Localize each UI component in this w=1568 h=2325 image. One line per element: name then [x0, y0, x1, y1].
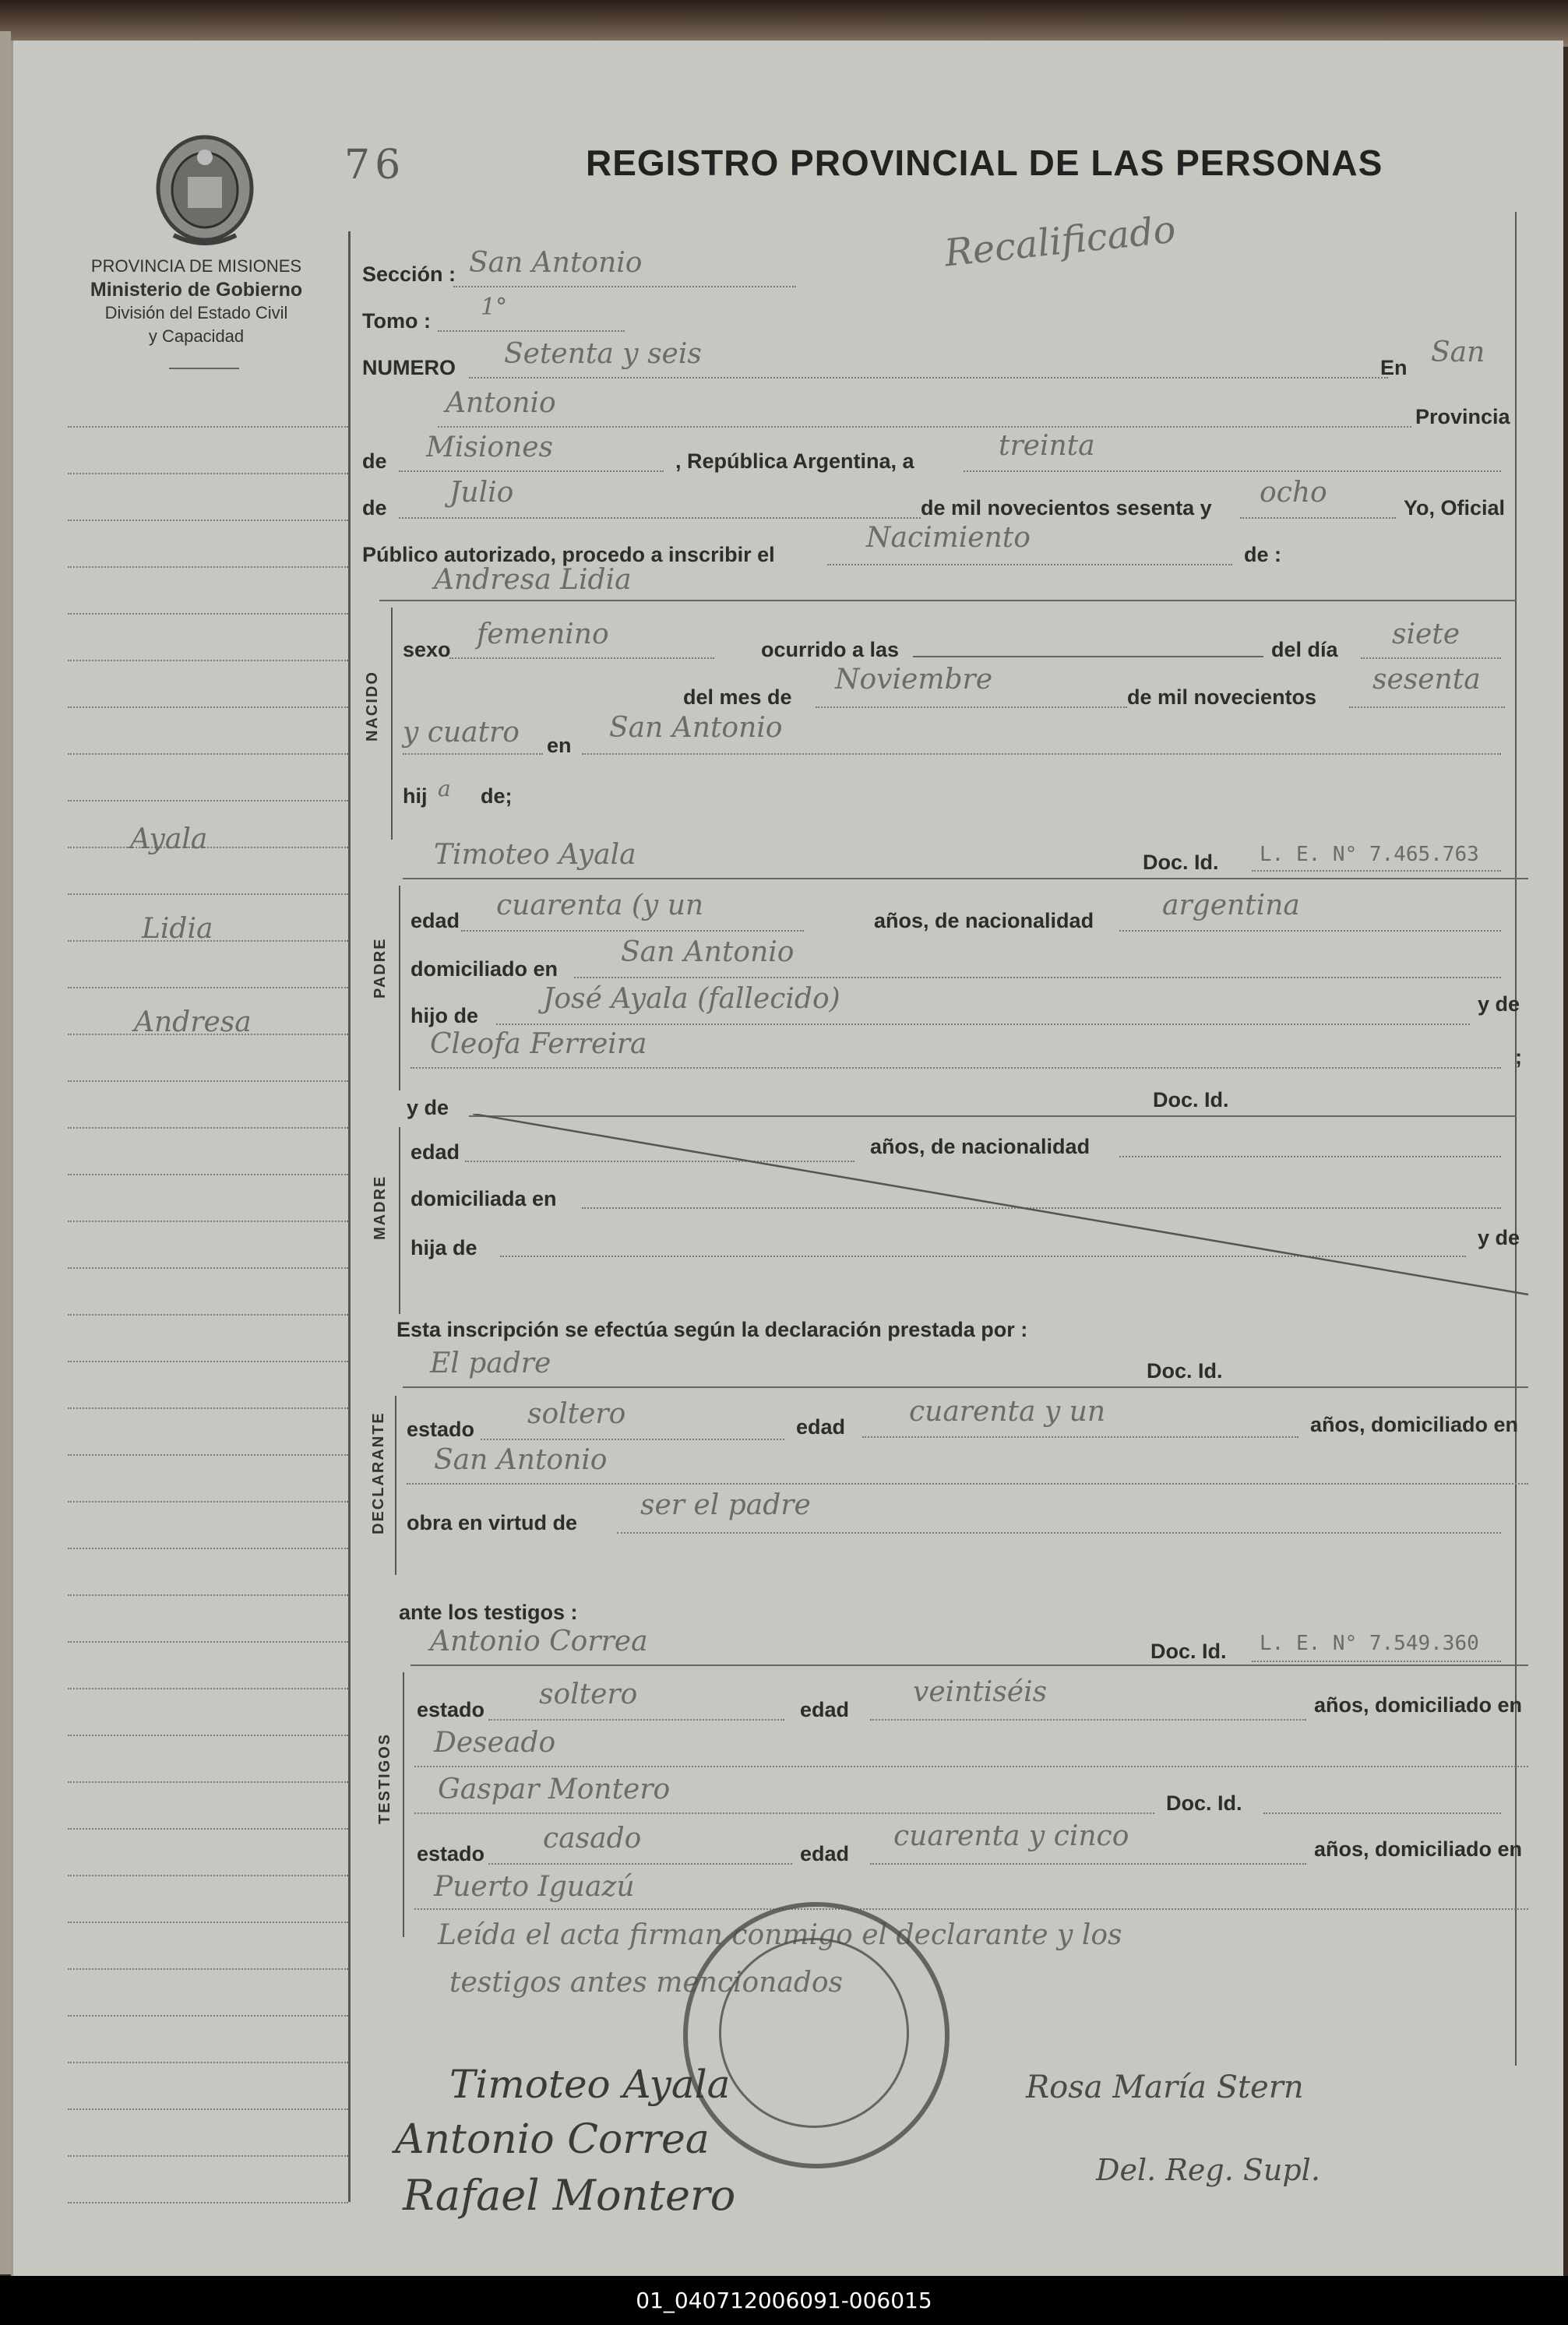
- declarante-edad-label: edad: [796, 1415, 846, 1439]
- testigos-section-label: TESTIGOS: [376, 1732, 393, 1824]
- numero-line: [469, 377, 1388, 379]
- padre-nombre-value: Timoteo Ayala: [434, 839, 636, 871]
- hijo-suffix: a: [438, 776, 451, 801]
- testigo1-nombre-line: [410, 1664, 1528, 1666]
- signature-correa: Antonio Correa: [395, 2116, 710, 2163]
- provincia-label: Provincia: [1415, 405, 1510, 428]
- publico-label: Público autorizado, procedo a inscribir el: [362, 543, 775, 566]
- closing-line-2: testigos antes mencionados: [449, 1967, 844, 1999]
- padre-hijo-de-line: [496, 1023, 1470, 1025]
- de-colon-label: de :: [1244, 543, 1282, 566]
- anio-nac-line: [1349, 706, 1505, 708]
- declarante-estado-value: soltero: [527, 1398, 626, 1430]
- testigos-intro: ante los testigos :: [399, 1601, 578, 1624]
- madre-section-label: MADRE: [372, 1175, 389, 1240]
- nacido-dia-value: siete: [1392, 618, 1461, 650]
- sexo-line: [449, 657, 714, 659]
- nacido-en-label: en: [547, 734, 572, 757]
- office-ministry: Ministerio de Gobierno: [90, 279, 303, 301]
- declarante-bracket: [395, 1396, 396, 1575]
- madre-hija-de-label: hija de: [410, 1236, 477, 1259]
- padre-bracket: [399, 886, 400, 1090]
- testigo2-edad-line: [870, 1863, 1306, 1865]
- declarante-nombre-line: [403, 1386, 1528, 1388]
- page-number: 76: [344, 142, 406, 188]
- anio-value: ocho: [1260, 477, 1327, 509]
- testigo2-edad: cuarenta y cinco: [893, 1820, 1129, 1852]
- numero-label: NUMERO: [362, 356, 456, 379]
- madre-doc-label: Doc. Id.: [1147, 1088, 1235, 1112]
- nacido-anio-cont: y cuatro: [403, 717, 520, 749]
- madre-y-de-label: y de: [407, 1096, 449, 1119]
- madre-y-de-label2: y de: [1478, 1226, 1520, 1249]
- office-province: PROVINCIA DE MISIONES: [90, 256, 302, 276]
- padre-semicolon: ;: [1515, 1045, 1522, 1069]
- madre-edad-label: edad: [410, 1140, 460, 1164]
- lugar-nac-line: [582, 753, 1501, 755]
- tomo-line: [438, 330, 625, 332]
- declarante-domicilio-line: [407, 1483, 1528, 1485]
- declarante-edad-value: cuarenta y un: [909, 1396, 1106, 1428]
- madre-domicilio-label: domiciliada en: [410, 1187, 557, 1210]
- signature-official-title: Del. Reg. Supl.: [1096, 2153, 1320, 2187]
- testigo2-domicilio-line: [414, 1908, 1528, 1910]
- office-division: División del Estado Civil: [104, 303, 288, 322]
- hijo-label: hij: [403, 784, 428, 808]
- closing-line-1: Leída el acta firman conmigo el declarante y los: [438, 1919, 1122, 1951]
- testigo2-doc-label: Doc. Id.: [1166, 1791, 1242, 1815]
- padre-hijo-de-label: hijo de: [410, 1004, 478, 1027]
- file-id-footer: 01_040712006091-006015: [0, 2276, 1568, 2325]
- nacido-bracket: [391, 608, 393, 840]
- signature-timoteo: Timoteo Ayala: [449, 2062, 731, 2107]
- republica-label: , República Argentina, a: [675, 449, 914, 473]
- register-page: [11, 41, 1563, 2276]
- numero-value: Setenta y seis: [504, 338, 702, 370]
- inscribed-name: Andresa Lidia: [434, 564, 632, 596]
- testigo2-nombre: Gaspar Montero: [438, 1774, 671, 1805]
- testigo1-nombre: Antonio Correa: [430, 1626, 648, 1657]
- sexo-label: sexo: [403, 638, 451, 661]
- lugar-line: [438, 426, 1411, 428]
- testigo1-domicilio: Deseado: [434, 1727, 556, 1759]
- nombre-line: [379, 600, 1517, 601]
- padre-doc-label: Doc. Id.: [1143, 851, 1219, 874]
- sexo-value: femenino: [477, 618, 609, 650]
- madre-bracket: [399, 1127, 400, 1314]
- testigo1-estado-label: estado: [417, 1698, 485, 1721]
- testigo2-estado-label: estado: [417, 1842, 485, 1865]
- padre-section-label: PADRE: [372, 937, 389, 999]
- declarante-obra-value: ser el padre: [640, 1489, 811, 1521]
- book-spine: [0, 31, 11, 2274]
- anio-cont-line: [403, 753, 543, 755]
- padre-madre-line: [410, 1067, 1501, 1069]
- page-title: REGISTRO PROVINCIAL DE LAS PERSONAS: [586, 143, 1383, 183]
- margin-note-given-name: Andresa: [134, 1006, 252, 1038]
- testigo1-edad-line: [870, 1719, 1306, 1721]
- nacido-section-label: NACIDO: [364, 671, 381, 742]
- signature-montero: Rafael Montero: [403, 2171, 736, 2220]
- testigo2-doc-line: [1263, 1812, 1501, 1814]
- padre-domicilio-label: domiciliado en: [410, 957, 558, 981]
- padre-edad-value: cuarenta (y un: [496, 889, 704, 921]
- mil-label: de mil novecientos sesenta y: [921, 496, 1212, 520]
- dia-nac-line: [1361, 657, 1501, 659]
- padre-madre-de-value: Cleofa Ferreira: [430, 1028, 647, 1060]
- de-label-provincia: de: [362, 449, 387, 473]
- testigo2-edad-label: edad: [800, 1842, 850, 1865]
- seccion-label: Sección :: [362, 262, 456, 286]
- en-value: San: [1431, 336, 1485, 368]
- provincia-line: [399, 470, 664, 472]
- de-label-mes: de: [362, 496, 387, 520]
- dia-line: [964, 470, 1501, 472]
- padre-doc-value: L. E. N° 7.465.763: [1260, 843, 1479, 866]
- declarante-obra-label: obra en virtud de: [407, 1511, 578, 1534]
- padre-anios-label: años, de nacionalidad: [874, 909, 1094, 932]
- seccion-value: San Antonio: [469, 247, 643, 279]
- mes-nac-line: [816, 706, 1127, 708]
- ocurrido-label: ocurrido a las: [761, 638, 900, 661]
- dia-value: treinta: [999, 430, 1095, 462]
- margin-note-name: Lidia: [142, 913, 213, 945]
- madre-strike-line: [473, 1114, 1532, 1301]
- coat-of-arms-icon: [150, 134, 259, 251]
- margin-note-surname: Ayala: [130, 823, 208, 855]
- padre-nombre-line: [403, 878, 1528, 879]
- testigo1-doc-value: L. E. N° 7.549.360: [1260, 1632, 1479, 1655]
- del-mes-label: del mes de: [683, 685, 792, 709]
- declarante-nombre-value: El padre: [430, 1347, 551, 1379]
- testigo1-estado-line: [488, 1719, 784, 1721]
- declarante-anios-label: años, domiciliado en: [1310, 1413, 1519, 1436]
- anio-line: [1240, 517, 1396, 519]
- top-signature: Recalificado: [942, 207, 1179, 276]
- testigo1-domicilio-line: [414, 1766, 1528, 1767]
- mes-line: [399, 517, 921, 519]
- padre-edad-line: [461, 930, 804, 932]
- testigo1-doc-line: [1252, 1661, 1501, 1662]
- signature-official: Rosa María Stern: [1026, 2070, 1304, 2105]
- padre-domicilio-value: San Antonio: [621, 936, 795, 968]
- testigo1-estado: soltero: [539, 1679, 638, 1710]
- office-underline: [169, 368, 239, 369]
- office-capacity: y Capacidad: [148, 326, 245, 346]
- acto-value: Nacimiento: [866, 522, 1031, 554]
- testigo2-domicilio: Puerto Iguazú: [434, 1871, 635, 1903]
- testigo1-anios-label: años, domiciliado en: [1314, 1693, 1523, 1717]
- declarante-edad-line: [862, 1436, 1298, 1438]
- nacido-anio-value: sesenta: [1372, 664, 1481, 696]
- book-edge: [0, 0, 1568, 47]
- declarante-estado-line: [481, 1439, 784, 1440]
- declarante-obra-line: [617, 1532, 1501, 1534]
- testigo1-edad-label: edad: [800, 1698, 850, 1721]
- declarante-intro: Esta inscripción se efectúa según la declaración prestada por :: [396, 1318, 1028, 1341]
- nacido-mes-value: Noviembre: [835, 664, 993, 696]
- padre-domicilio-line: [574, 977, 1501, 978]
- padre-nac-line: [1119, 930, 1501, 932]
- testigo2-estado-line: [488, 1863, 792, 1865]
- tomo-label: Tomo :: [362, 309, 431, 333]
- padre-nacionalidad-value: argentina: [1162, 889, 1300, 921]
- testigo2-anios-label: años, domiciliado en: [1314, 1837, 1523, 1861]
- hora-line: [913, 656, 1263, 657]
- seccion-line: [453, 286, 796, 287]
- tomo-value: 1°: [481, 294, 508, 321]
- hijo-de-label: de;: [481, 784, 513, 808]
- padre-y-de-label: y de: [1478, 992, 1520, 1016]
- declarante-section-label: DECLARANTE: [370, 1411, 387, 1534]
- declarante-domicilio-value: San Antonio: [434, 1444, 608, 1476]
- acto-line: [827, 564, 1232, 565]
- mes-value: Julio: [449, 477, 514, 509]
- padre-edad-label: edad: [410, 909, 460, 932]
- padre-doc-line: [1252, 870, 1501, 872]
- oficial-label: Yo, Oficial: [1404, 496, 1506, 520]
- declarante-estado-label: estado: [407, 1418, 475, 1441]
- official-seal: [683, 1902, 950, 2168]
- declarante-doc-label: Doc. Id.: [1147, 1359, 1223, 1383]
- testigo1-doc-label: Doc. Id.: [1150, 1640, 1227, 1663]
- en-label: En: [1380, 356, 1408, 379]
- provincia-value: Misiones: [426, 432, 554, 463]
- en-value-cont: Antonio: [446, 387, 556, 419]
- padre-hijo-de-value: José Ayala (fallecido): [543, 983, 840, 1015]
- form-frame-left: [348, 231, 351, 2202]
- madre-anios-label: años, de nacionalidad: [870, 1135, 1091, 1158]
- testigo2-nombre-line: [414, 1812, 1154, 1814]
- issuing-office: [52, 255, 340, 348]
- testigo2-estado: casado: [543, 1823, 642, 1855]
- testigos-bracket: [403, 1672, 404, 1937]
- nacido-lugar-value: San Antonio: [609, 712, 783, 744]
- del-dia-label: del día: [1271, 638, 1338, 661]
- testigo1-edad: veintiséis: [913, 1676, 1048, 1708]
- mil-novecientos-label: de mil novecientos: [1127, 685, 1317, 709]
